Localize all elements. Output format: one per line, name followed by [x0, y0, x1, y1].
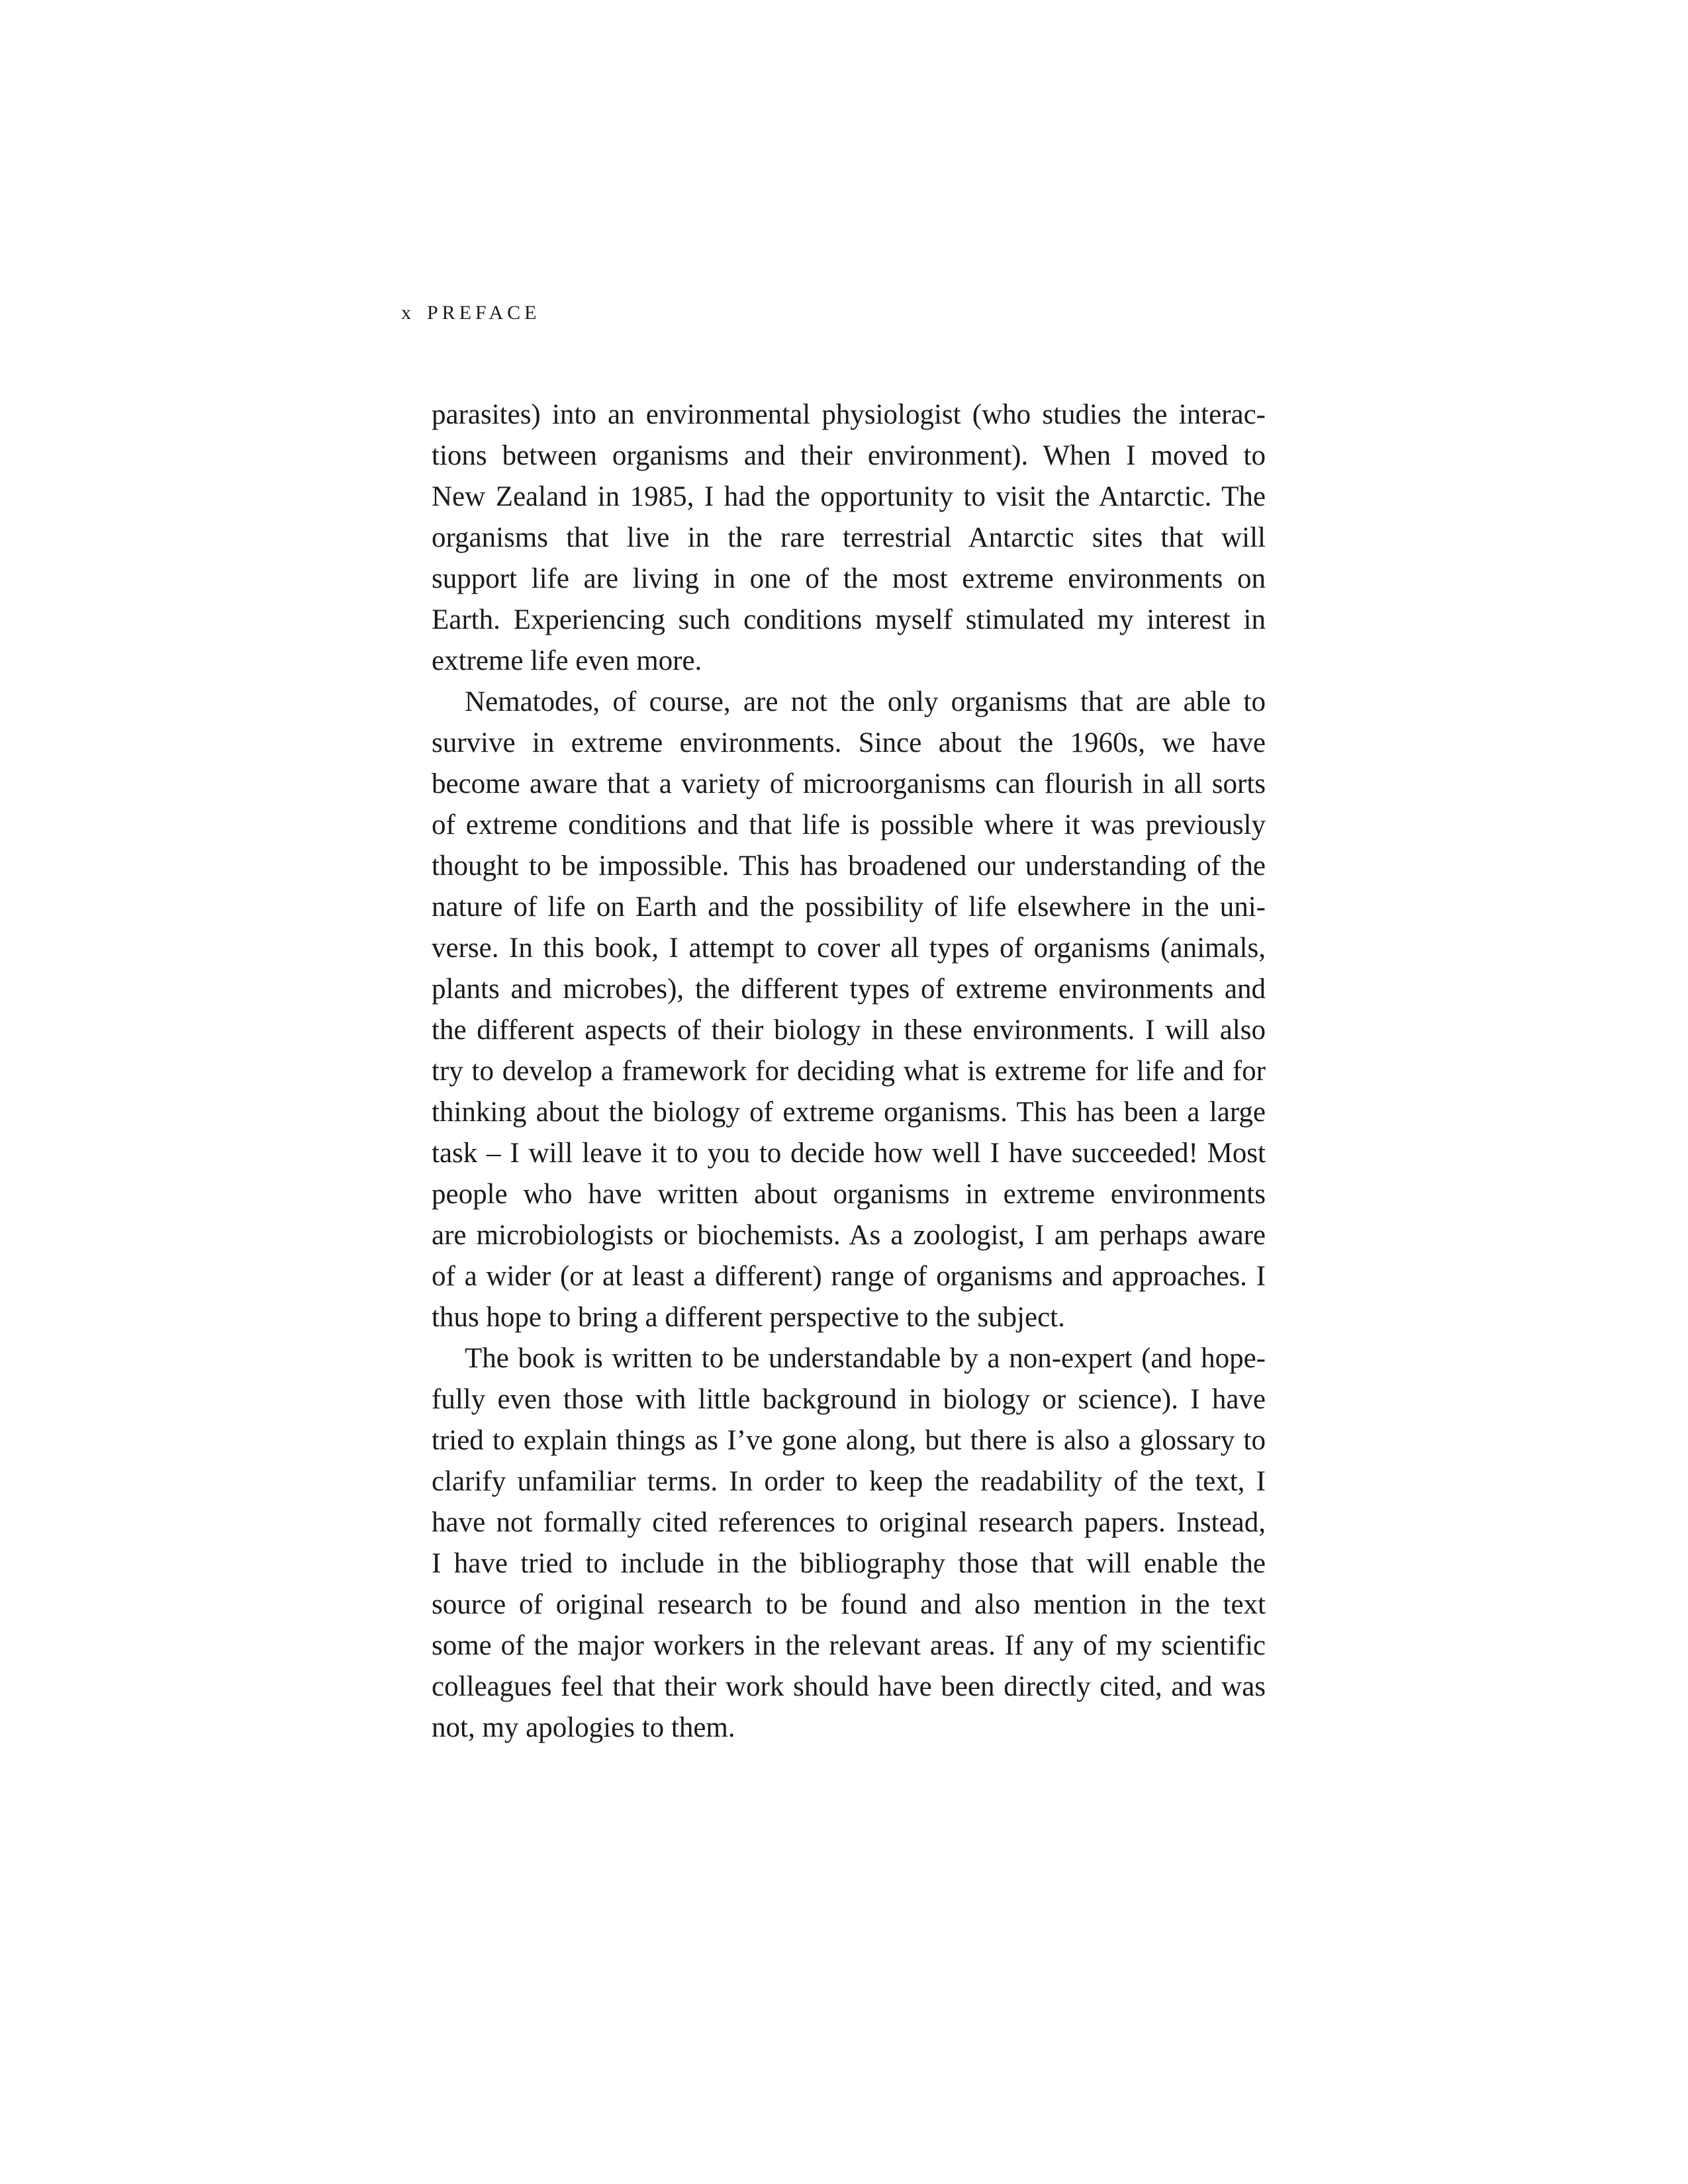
text-line: task – I will leave it to you to decide how well I have succeeded! Most — [432, 1138, 1266, 1169]
text-line: parasites) into an environmental physiologist (who studies the interac- — [432, 399, 1266, 430]
text-line: some of the major workers in the relevant areas. If any of my scientific — [432, 1630, 1266, 1661]
paragraph-3 — [432, 1338, 1266, 1749]
text-line: try to develop a framework for deciding what is extreme for life and for — [432, 1056, 1266, 1087]
text-line: the different aspects of their biology in these environments. I will also — [432, 1015, 1266, 1046]
running-head — [401, 301, 540, 325]
text-line: Earth. Experiencing such conditions myself stimulated my interest in — [432, 604, 1266, 635]
section-title: PREFACE — [427, 302, 541, 324]
text-line: The book is written to be understandable by a non-expert (and hope- — [465, 1343, 1266, 1374]
text-line: tions between organisms and their environment). When I moved to — [432, 440, 1266, 471]
text-line: fully even those with little background in biology or science). I have — [432, 1384, 1266, 1415]
text-line: have not formally cited references to original research papers. Instead, — [432, 1507, 1266, 1538]
text-line: thinking about the biology of extreme organisms. This has been a large — [432, 1097, 1266, 1128]
text-line: survive in extreme environments. Since about the 1960s, we have — [432, 727, 1266, 758]
text-line: organisms that live in the rare terrestrial Antarctic sites that will — [432, 522, 1266, 553]
text-line: support life are living in one of the most extreme environments on — [432, 563, 1266, 594]
text-line: thought to be impossible. This has broadened our understanding of the — [432, 850, 1266, 882]
text-line: tried to explain things as I’ve gone along, but there is also a glossary to — [432, 1425, 1266, 1456]
text-line: plants and microbes), the different types of extreme environments and — [432, 974, 1266, 1005]
text-line: clarify unfamiliar terms. In order to keep the readability of the text, I — [432, 1466, 1266, 1497]
text-line: extreme life even more. — [432, 645, 702, 676]
text-line: are microbiologists or biochemists. As a zoologist, I am perhaps aware — [432, 1220, 1266, 1251]
text-line: nature of life on Earth and the possibility of life elsewhere in the uni- — [432, 891, 1266, 923]
text-line: verse. In this book, I attempt to cover all types of organisms (animals, — [432, 933, 1266, 964]
text-line: people who have written about organisms in extreme environments — [432, 1179, 1266, 1210]
body-text — [432, 394, 1266, 1749]
text-line: thus hope to bring a different perspective to the subject. — [432, 1302, 1065, 1333]
text-line: Nematodes, of course, are not the only organisms that are able to — [465, 686, 1266, 717]
text-line: of extreme conditions and that life is possible where it was previously — [432, 809, 1266, 841]
paragraph-1 — [432, 394, 1266, 682]
text-line: become aware that a variety of microorganisms can flourish in all sorts — [432, 768, 1266, 799]
text-line: of a wider (or at least a different) range of organisms and approaches. I — [432, 1261, 1266, 1292]
paragraph-2 — [432, 682, 1266, 1338]
text-line: source of original research to be found and also mention in the text — [432, 1589, 1266, 1620]
page-number: x — [401, 302, 415, 324]
text-line: colleagues feel that their work should have been directly cited, and was — [432, 1671, 1266, 1702]
text-line: New Zealand in 1985, I had the opportunity to visit the Antarctic. The — [432, 481, 1266, 512]
text-line: I have tried to include in the bibliography those that will enable the — [432, 1548, 1266, 1579]
text-line: not, my apologies to them. — [432, 1712, 735, 1743]
